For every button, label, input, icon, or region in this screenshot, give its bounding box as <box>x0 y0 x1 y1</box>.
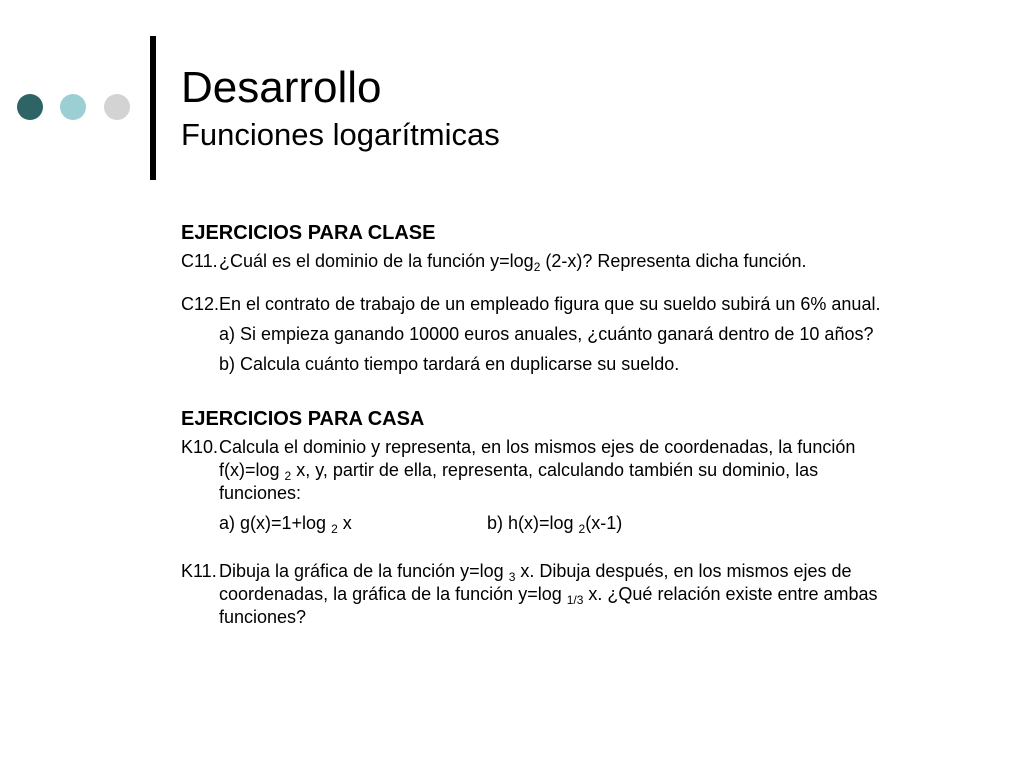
exercise-text: Calcula el dominio y representa, en los mismos ejes de coordenadas, la función <box>219 437 856 457</box>
exercise-c11 <box>181 250 981 273</box>
exercise-text: f(x)=log <box>219 460 285 480</box>
exercise-k10-parts <box>181 512 981 535</box>
part-b: (x-1) <box>585 513 623 533</box>
part-a: x <box>337 513 352 533</box>
exercise-text: funciones? <box>219 607 307 627</box>
exercise-c12-b: b) Calcula cuánto tiempo tardará en duplicarse su sueldo. <box>219 354 680 374</box>
exercise-text: x. Dibuja después, en los mismos ejes de <box>515 561 852 581</box>
exercise-k11 <box>181 560 981 629</box>
subscript: 2 <box>578 522 586 536</box>
subscript: 1/3 <box>566 593 584 607</box>
exercise-c12 <box>181 293 981 316</box>
exercise-code: C12. <box>181 294 220 314</box>
slide-content <box>181 220 981 629</box>
decor-dot-gray <box>104 94 130 120</box>
part-a: a) g(x)=1+log <box>219 513 332 533</box>
part-b: b) h(x)=log <box>487 513 579 533</box>
exercise-code: C11. <box>181 251 218 271</box>
exercise-text: ¿Cuál es el dominio de la función y=log <box>219 251 534 271</box>
exercise-text: (2-x)? Representa dicha función. <box>540 251 807 271</box>
decor-dot-dark <box>17 94 43 120</box>
page-title: Desarrollo <box>181 63 382 112</box>
exercise-text: funciones: <box>219 483 302 503</box>
subscript: 3 <box>508 570 516 584</box>
exercise-text: x, y, partir de ella, representa, calculando también su dominio, las <box>291 460 819 480</box>
exercise-code: K11. <box>181 561 217 581</box>
section-heading-casa: EJERCICIOS PARA CASA <box>181 408 425 430</box>
exercise-k10 <box>181 436 981 505</box>
decor-dot-light <box>60 94 86 120</box>
exercise-text: En el contrato de trabajo de un empleado figura que su sueldo subirá un 6% anual. <box>219 294 881 314</box>
exercise-text: Dibuja la gráfica de la función y=log <box>219 561 509 581</box>
subscript: 2 <box>284 469 292 483</box>
page-subtitle: Funciones logarítmicas <box>181 117 500 152</box>
exercise-code: K10. <box>181 437 219 457</box>
section-heading-clase: EJERCICIOS PARA CLASE <box>181 222 436 244</box>
exercise-text: x. ¿Qué relación existe entre ambas <box>583 584 878 604</box>
exercise-text: coordenadas, la gráfica de la función y=log <box>219 584 567 604</box>
subscript: 2 <box>331 522 338 536</box>
exercise-c12-a: a) Si empieza ganando 10000 euros anuales, ¿cuánto ganará dentro de 10 años? <box>219 324 874 344</box>
title-divider <box>150 36 156 180</box>
subscript: 2 <box>533 260 541 274</box>
